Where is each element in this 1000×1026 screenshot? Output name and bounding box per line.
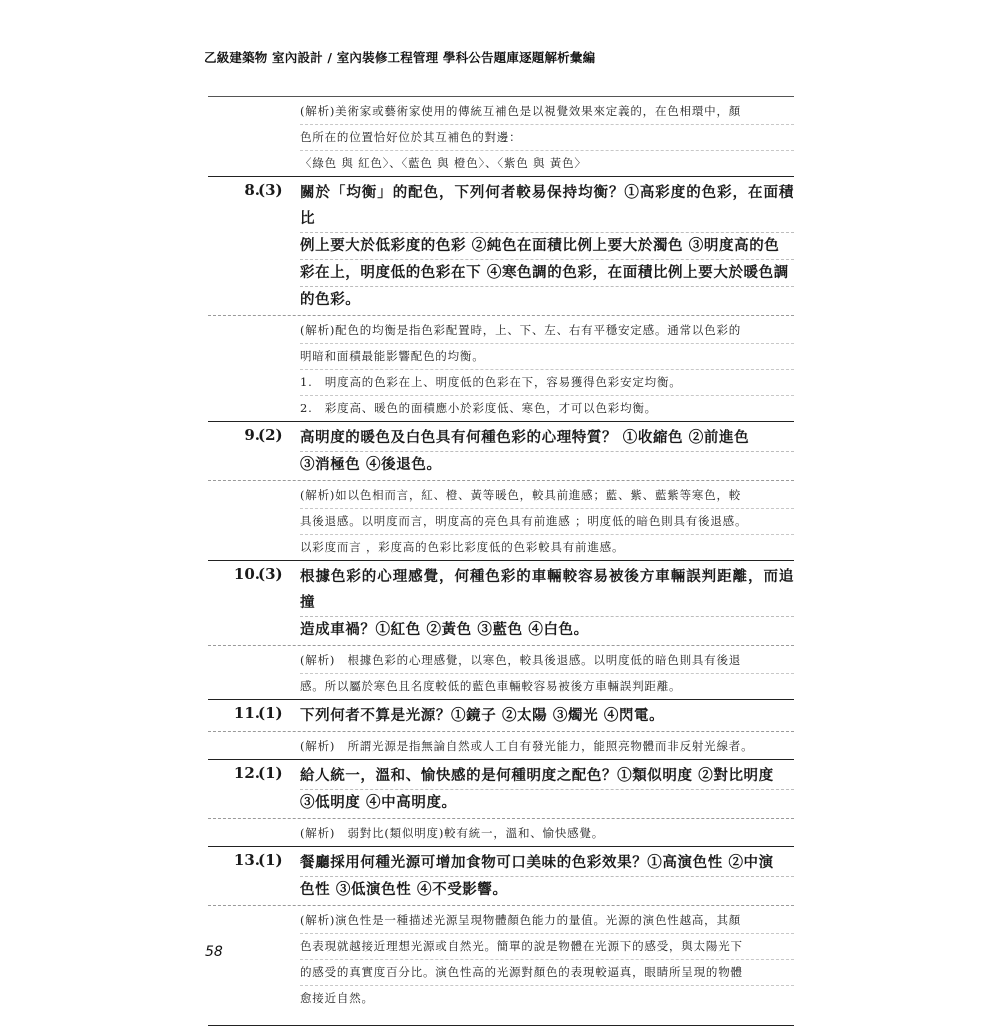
explanation-line: (解析)美術家或藝術家使用的傳統互補色是以視覺效果來定義的，在色相環中，顏 [300,99,794,125]
explanation-line: 色表現就越接近理想光源或自然光。簡單的說是物體在光源下的感受，與太陽光下 [300,934,794,960]
explanation-line: 1. 明度高的色彩在上、明度低的色彩在下，容易獲得色彩安定均衡。 [300,370,794,396]
question-number: 13. [233,851,260,869]
explanation-line: (解析)配色的均衡是指色彩配置時，上、下、左、右有平穩安定感。通常以色彩的 [300,318,794,344]
question-text [300,760,794,818]
question-item [208,177,794,315]
questions-container [208,176,794,1011]
question-line: 例上要大於低彩度的色彩 ②純色在面積比例上要大於濁色 ③明度高的色 [300,233,794,260]
explanation [300,732,794,759]
explanation-line: 以彩度而言 ，彩度高的色彩比彩度低的色彩較具有前進感。 [300,540,625,554]
question-answer: (1) [258,851,283,869]
explanation-line: (解析) 根據色彩的心理感覺，以寒色，較具後退感。以明度低的暗色則具有後退 [300,648,794,674]
question-number: 8. [244,181,260,199]
question-line: 關於「均衡」的配色，下列何者較易保持均衡？①高彩度的色彩，在面積比 [300,180,794,233]
question-line: 造成車禍？①紅色 ②黃色 ③藍色 ④白色。 [300,621,589,638]
explanation [300,819,794,846]
question-text [300,422,794,480]
question-answer: (2) [258,426,283,444]
explanation-line: (解析) 所謂光源是指無論自然或人工自有發光能力，能照亮物體而非反射光線者。 [300,739,754,753]
explanation-line: 2. 彩度高、暖色的面積應小於彩度低、寒色，才可以色彩均衡。 [300,401,657,415]
question-answer: (3) [258,181,283,199]
explanation-line: 色所在的位置恰好位於其互補色的對邊： [300,125,794,151]
question-number: 12. [233,764,260,782]
question-line: 根據色彩的心理感覺，何種色彩的車輛較容易被後方車輛誤判距離，而追撞 [300,564,794,617]
question-item [208,700,794,731]
explanation-line: 明暗和面積最能影響配色的均衡。 [300,344,794,370]
question-line: 彩在上，明度低的色彩在下 ④寒色調的色彩，在面積比例上要大於暖色調 [300,260,794,287]
question-item [208,760,794,818]
question-line: 的色彩。 [300,291,361,308]
question-text [300,561,794,645]
question-line: ③消極色 ④後退色。 [300,456,442,473]
question-line: 色性 ③低演色性 ④不受影響。 [300,881,508,898]
explanation [300,906,794,1011]
explanation-line: 感。所以屬於寒色且名度較低的藍色車輛較容易被後方車輛誤判距離。 [300,679,682,693]
explanation-line: 具後退感。以明度而言，明度高的亮色具有前進感 ；明度低的暗色則具有後退感。 [300,509,794,535]
question-line: 給人統一，溫和、愉快感的是何種明度之配色？①類似明度 ②對比明度 [300,763,794,790]
explanation-line: 〈綠色 與 紅色〉、〈藍色 與 橙色〉、〈紫色 與 黃色〉 [300,156,587,170]
explanation [300,316,794,421]
question-answer: (3) [258,565,283,583]
explanation [300,646,794,699]
explanation-line: (解析) 弱對比(類似明度)較有統一，溫和、愉快感覺。 [300,826,605,840]
explanation-line: 的感受的真實度百分比。演色性高的光源對顏色的表現較逼真，眼睛所呈現的物體 [300,960,794,986]
running-header: 乙級建築物 室內設計 / 室內裝修工程管理 學科公告題庫逐題解析彙編 [204,50,596,65]
question-line: 下列何者不算是光源？①鏡子 ②太陽 ③燭光 ④閃電。 [300,707,665,724]
question-line: ③低明度 ④中高明度。 [300,794,457,811]
question-number: 9. [244,426,260,444]
question-item [208,561,794,645]
question-text [300,700,794,731]
explanation [300,481,794,560]
question-list [208,96,794,1026]
question-line: 高明度的暖色及白色具有何種色彩的心理特質？ ①收縮色 ②前進色 [300,425,794,452]
question-item [208,422,794,480]
question-number: 11. [233,704,260,722]
question-number: 10. [233,565,260,583]
explanation-line: (解析)演色性是一種描述光源呈現物體顏色能力的量值。光源的演色性越高，其顏 [300,908,794,934]
explanation-line: (解析)如以色相而言，紅、橙、黃等暖色，較具前進感；藍、紫、藍紫等寒色，較 [300,483,794,509]
question-text [300,177,794,315]
question-line: 餐廳採用何種光源可增加食物可口美味的色彩效果？①高演色性 ②中演 [300,850,794,877]
question-text [300,847,794,905]
intro-explanation [300,97,794,176]
page-number: 58 [205,944,223,960]
question-answer: (1) [258,704,283,722]
explanation-line: 愈接近自然。 [300,991,374,1005]
question-answer: (1) [258,764,283,782]
question-item [208,847,794,905]
